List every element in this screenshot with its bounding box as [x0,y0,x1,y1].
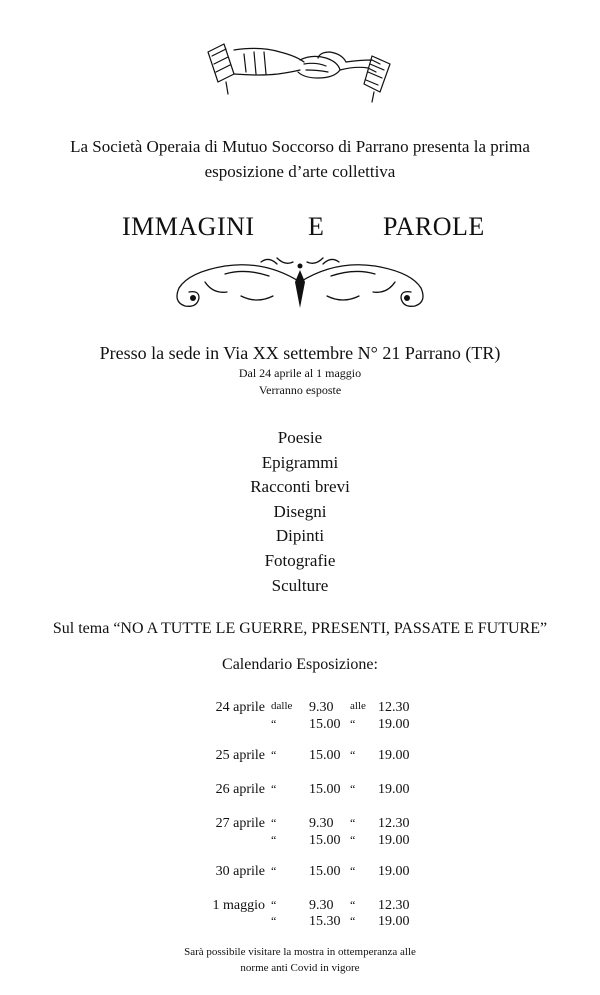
calendar-from-label: “ [271,717,277,731]
calendar-start-time: 15.00 [309,717,341,732]
calendar-from-label: “ [271,816,277,830]
calendar-day: 26 aprile [215,782,265,797]
calendar-day: 27 aprile [215,816,265,831]
table-row [0,717,600,735]
calendar-day: 1 maggio [212,898,265,913]
calendar-from-label: “ [271,898,277,912]
calendar-end-time: 19.00 [378,782,410,797]
calendar-from-label: “ [271,914,277,928]
intro-line-1: La Società Operaia di Mutuo Soccorso di Parrano presenta la prima [70,137,530,156]
intro-line-2: esposizione d’arte collettiva [204,162,396,181]
footnote-line-1: Sarà possibile visitare la mostra in ottemperanza alle [184,946,416,958]
calendar-day: 25 aprile [215,748,265,763]
calendar-to-label: “ [350,816,356,830]
calendar-to-label: “ [350,864,356,878]
table-row [0,782,600,800]
calendar-end-time: 19.00 [378,748,410,763]
table-row [0,748,600,766]
handshake-emblem-icon [200,30,400,110]
calendar-to-label: alle [350,700,366,712]
table-row [0,864,600,882]
list-item: Disegni [273,501,327,521]
calendar-to-label: “ [350,898,356,912]
calendar-to-label: “ [350,717,356,731]
calendar-day: 30 aprile [215,864,265,879]
exhibition-title [0,212,600,246]
list-item: Epigrammi [261,452,339,472]
calendar-day: 24 aprile [215,700,265,715]
calendar-from-label: “ [271,782,277,796]
calendar-from-label: “ [271,833,277,847]
table-row [0,816,600,834]
table-row [0,833,600,851]
calendar-end-time: 19.00 [378,914,410,929]
exposed-label: Verranno esposte [258,383,342,397]
calendar-end-time: 12.30 [378,816,410,831]
theme-text: Sul tema “NO A TUTTE LE GUERRE, PRESENTI, PASSATE E FUTURE” [52,620,548,637]
calendar-end-time: 19.00 [378,864,410,879]
covid-footnote [0,944,600,976]
calendar-start-time: 15.00 [309,864,341,879]
table-row [0,700,600,718]
calendar-to-label: “ [350,833,356,847]
list-item: Racconti brevi [250,477,350,497]
table-row [0,914,600,932]
calendar-start-time: 15.30 [309,914,341,929]
list-item: Sculture [271,575,329,595]
list-item: Dipinti [275,526,325,546]
works-list [0,426,600,598]
exhibition-dates: Dal 24 aprile al 1 maggio [238,366,362,380]
calendar-start-time: 15.00 [309,782,341,797]
calendar-start-time: 9.30 [309,816,334,831]
calendar-end-time: 12.30 [378,700,410,715]
title-word-2: E [308,212,325,241]
calendar-start-time: 9.30 [309,700,334,715]
list-item: Poesie [277,428,323,447]
calendar-start-time: 15.00 [309,833,341,848]
calendar-from-label: dalle [271,700,293,712]
calendar-end-time: 19.00 [378,833,410,848]
calendar-start-time: 15.00 [309,748,341,763]
intro-text [0,134,600,184]
calendar-title: Calendario Esposizione: [222,656,378,673]
calendar-from-label: “ [271,748,277,762]
venue-address: Presso la sede in Via XX settembre N° 21 Parrano (TR) [99,343,501,363]
calendar-end-time: 12.30 [378,898,410,913]
title-word-1: IMMAGINI [122,212,255,241]
calendar-to-label: “ [350,782,356,796]
calendar-end-time: 19.00 [378,717,410,732]
calendar-from-label: “ [271,864,277,878]
calendar-to-label: “ [350,914,356,928]
title-word-3: PAROLE [383,212,485,241]
calendar-to-label: “ [350,748,356,762]
ornament-flourish-icon [165,252,435,314]
calendar-start-time: 9.30 [309,898,334,913]
list-item: Fotografie [264,550,336,570]
footnote-line-2: norme anti Covid in vigore [240,962,360,974]
